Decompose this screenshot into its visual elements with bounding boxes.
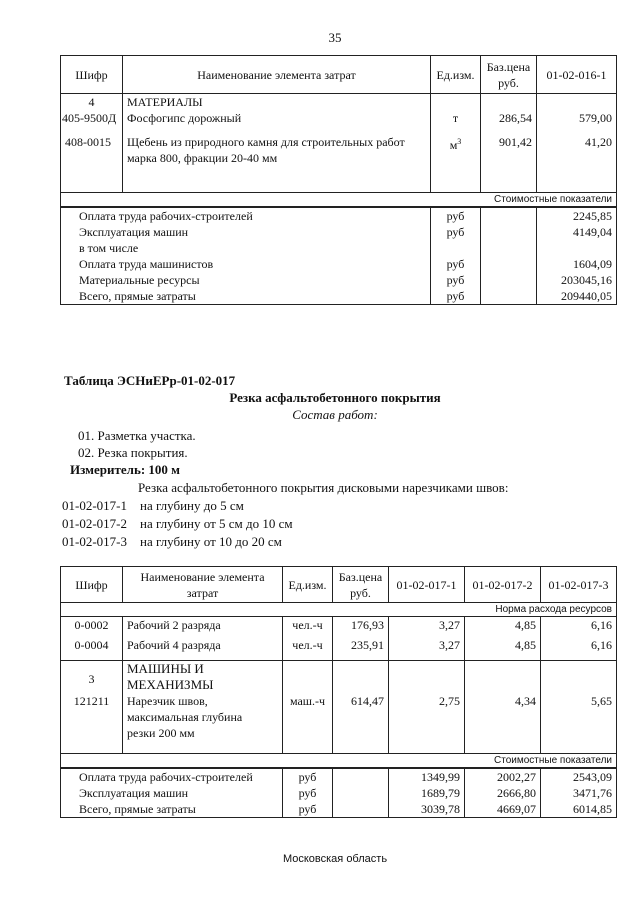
row-value-1: 3,27 (389, 617, 465, 637)
variant-text: на глубину до 5 см (140, 498, 244, 513)
variant-code: 01-02-017-3 (62, 534, 127, 549)
table-row (61, 110, 617, 134)
row-price: 286,54 (481, 110, 537, 134)
row-unit-sup: 3 (457, 137, 462, 146)
summary-label: Оплата труда машинистов (61, 256, 431, 272)
row-name (123, 134, 431, 178)
summary-unit: руб (431, 207, 481, 224)
row-price: 901,42 (481, 134, 537, 178)
header-rate-2: 01-02-017-2 (465, 567, 541, 603)
row-name: Рабочий 2 разряда (123, 617, 283, 637)
summary-unit: руб (283, 801, 333, 818)
summary-row (61, 256, 617, 272)
row-value-2: 4,34 (465, 693, 541, 753)
variant-code: 01-02-017-2 (62, 516, 127, 531)
row-unit (431, 134, 481, 178)
summary-label: в том числе (61, 240, 431, 256)
summary-row (61, 785, 617, 801)
section-heading: Резка асфальтобетонного покрытия (229, 390, 441, 405)
row-value-1: 2,75 (389, 693, 465, 753)
row-price: 176,93 (333, 617, 389, 637)
summary-value-2: 2002,27 (465, 768, 541, 785)
summary-row (61, 272, 617, 288)
summary-row (61, 288, 617, 305)
row-name-line1: Щебень из природного камня для строительных работ (127, 135, 405, 149)
row-unit: чел.-ч (283, 637, 333, 661)
header-name: Наименование элемента затрат (123, 56, 431, 94)
section-title-line2: МЕХАНИЗМЫ (127, 677, 214, 692)
summary-value: 1604,09 (537, 256, 617, 272)
summary-value: 4149,04 (537, 224, 617, 240)
header-rate-3: 01-02-017-3 (541, 567, 617, 603)
row-code: 121211 (61, 693, 123, 753)
footer: Московская область (282, 853, 388, 865)
row-unit: маш.-ч (283, 693, 333, 753)
norm-label-row (61, 603, 617, 617)
header-unit: Ед.изм. (283, 567, 333, 603)
header-rate: 01-02-016-1 (537, 56, 617, 94)
row-name (123, 693, 283, 753)
table-row (61, 637, 617, 661)
summary-row (61, 768, 617, 785)
row-name-line2: марка 800, фракции 20-40 мм (127, 151, 278, 165)
row-name-line3: резки 200 мм (127, 726, 195, 740)
page-number: 35 (328, 30, 342, 45)
summary-unit: руб (283, 785, 333, 801)
summary-value: 2245,85 (537, 207, 617, 224)
summary-row (61, 224, 617, 240)
row-value: 579,00 (537, 110, 617, 134)
row-code: 408-0015 (61, 134, 123, 178)
meter-description: Резка асфальтобетонного покрытия дисковыми нарезчиками швов: (138, 480, 509, 495)
variant-code: 01-02-017-1 (62, 498, 127, 513)
table-header-row (61, 567, 617, 603)
summary-value-2: 4669,07 (465, 801, 541, 818)
summary-value-2: 2666,80 (465, 785, 541, 801)
row-code: 0-0002 (61, 617, 123, 637)
row-unit: чел.-ч (283, 617, 333, 637)
work-item: 02. Резка покрытия. (78, 445, 188, 460)
row-unit-text: м (449, 138, 458, 152)
header-code: Шифр (61, 56, 123, 94)
summary-value: 209440,05 (537, 288, 617, 305)
variant-text: на глубину от 5 см до 10 см (140, 516, 293, 531)
table-row (61, 134, 617, 178)
summary-value-1: 1349,99 (389, 768, 465, 785)
cost-label: Стоимостные показатели (61, 753, 617, 768)
row-name: Фосфогипс дорожный (123, 110, 431, 134)
section-title: МАТЕРИАЛЫ (123, 94, 431, 111)
summary-label: Оплата труда рабочих-строителей (61, 768, 283, 785)
summary-label: Всего, прямые затраты (61, 801, 283, 818)
meter: Измеритель: 100 м (70, 462, 181, 477)
row-price: 614,47 (333, 693, 389, 753)
header-unit: Ед.изм. (431, 56, 481, 94)
cost-label: Стоимостные показатели (61, 192, 617, 207)
row-code: 0-0004 (61, 637, 123, 661)
header-rate-1: 01-02-017-1 (389, 567, 465, 603)
summary-unit: руб (431, 272, 481, 288)
summary-row (61, 207, 617, 224)
summary-label: Оплата труда рабочих-строителей (61, 207, 431, 224)
summary-value: 203045,16 (537, 272, 617, 288)
summary-label: Эксплуатация машин (61, 224, 431, 240)
cost-label-row (61, 753, 617, 768)
table-row (61, 693, 617, 753)
section-title-line1: МАШИНЫ И (127, 661, 204, 676)
section-number: 3 (61, 661, 123, 694)
header-price: Баз.цена руб. (333, 567, 389, 603)
summary-value-3: 6014,85 (541, 801, 617, 818)
table-row (61, 617, 617, 637)
row-value-3: 5,65 (541, 693, 617, 753)
summary-value-1: 1689,79 (389, 785, 465, 801)
row-value-1: 3,27 (389, 637, 465, 661)
row-name-line2: максимальная глубина (127, 710, 243, 724)
summary-unit: руб (431, 288, 481, 305)
section-number: 4 (61, 94, 123, 111)
cost-label-row (61, 192, 617, 207)
section-row (61, 661, 617, 694)
variant-text: на глубину от 10 до 20 см (140, 534, 282, 549)
composition-label: Состав работ: (292, 407, 378, 422)
summary-value-1: 3039,78 (389, 801, 465, 818)
header-code: Шифр (61, 567, 123, 603)
header-name: Наименование элемента затрат (123, 567, 283, 603)
row-name: Рабочий 4 разряда (123, 637, 283, 661)
summary-row (61, 801, 617, 818)
row-code: 405-9500Д (61, 110, 123, 134)
row-price: 235,91 (333, 637, 389, 661)
section-row (61, 94, 617, 111)
summary-value-3: 3471,76 (541, 785, 617, 801)
work-item: 01. Разметка участка. (78, 428, 196, 443)
row-name-line1: Нарезчик швов, (127, 694, 208, 708)
row-value-2: 4,85 (465, 617, 541, 637)
section-title (123, 661, 283, 694)
row-value-3: 6,16 (541, 637, 617, 661)
row-value: 41,20 (537, 134, 617, 178)
header-price: Баз.цена руб. (481, 56, 537, 94)
summary-unit: руб (431, 256, 481, 272)
row-value-2: 4,85 (465, 637, 541, 661)
summary-label: Материальные ресурсы (61, 272, 431, 288)
summary-unit: руб (283, 768, 333, 785)
resources-table (60, 566, 617, 818)
materials-table (60, 55, 617, 305)
summary-value-3: 2543,09 (541, 768, 617, 785)
summary-row (61, 240, 617, 256)
summary-label: Всего, прямые затраты (61, 288, 431, 305)
row-value-3: 6,16 (541, 617, 617, 637)
norm-label: Норма расхода ресурсов (61, 603, 617, 617)
table-title: Таблица ЭСНиЕРр-01-02-017 (64, 373, 236, 388)
summary-unit: руб (431, 224, 481, 240)
row-unit: т (431, 110, 481, 134)
table-header-row (61, 56, 617, 94)
summary-label: Эксплуатация машин (61, 785, 283, 801)
